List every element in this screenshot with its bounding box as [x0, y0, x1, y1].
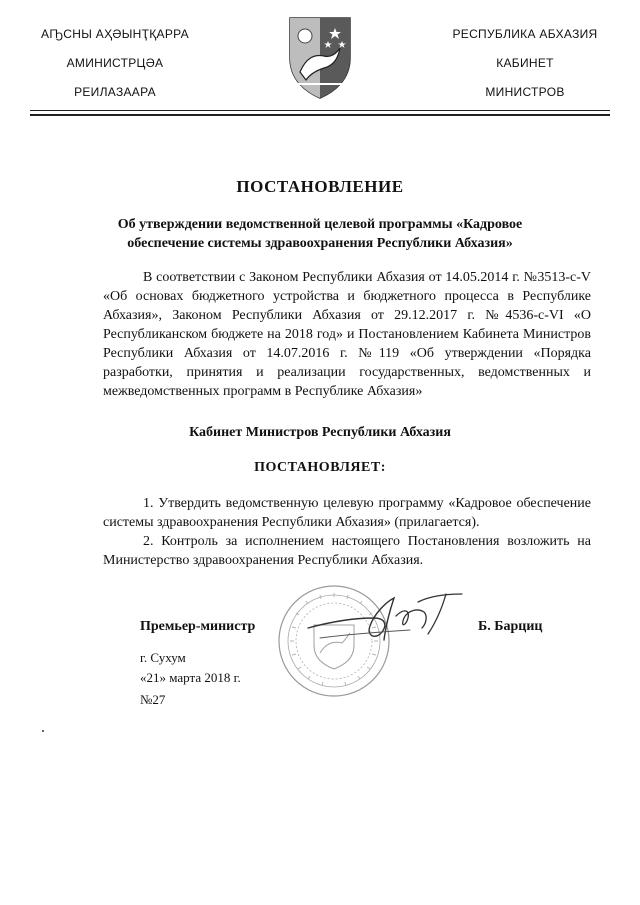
signatory-name: Б. Барциц	[478, 619, 543, 634]
issue-city: г. Сухум	[140, 650, 186, 665]
decree-item-1: 1. Утвердить ведомственную целевую программу «Кадровое обеспечение системы здравоохранения Республики Абхазия» (прилагается).	[103, 496, 591, 530]
signatory-position: Премьер-министр	[140, 619, 256, 634]
document-title: ПОСТАНОВЛЕНИЕ	[236, 177, 404, 196]
header-right-block	[425, 20, 625, 107]
header-right-line-2: КАБИНЕТ	[496, 56, 554, 70]
header-right-line-3: МИНИСТРОВ	[485, 85, 565, 99]
issuing-authority: Кабинет Министров Республики Абхазия	[189, 425, 451, 440]
coat-of-arms-icon	[284, 14, 356, 100]
document-number: №27	[140, 692, 166, 707]
header-divider-thick	[30, 114, 610, 116]
preamble-paragraph: В соответствии с Законом Республики Абхазия от 14.05.2014 г. №3513-с-V «Об основах бюджетного устройства и бюджетного процесса в Республике Абхазия», Законом Республики Абхазия от 29.12.2017 г. №4536-с-VI «О Республиканском бюджете на 2018 год» и Постановлением Кабинета Министров Республики Абхазия от 14.07.2016 г. №119 «Об утверждении «Порядка разработки, принятия и реализации государственных, ведомственных и межведомственных программ в Республике Абхазия»	[103, 270, 591, 399]
header-right-line-1: РЕСПУБЛИКА АБХАЗИЯ	[452, 27, 598, 41]
header-left-line-1: АҦСНЫ АҲӘЫНҬҚАРРА	[41, 27, 189, 41]
header-left-block	[15, 20, 215, 107]
header-left-line-2: АМИНИСТРЦӘА	[66, 56, 164, 70]
decree-word: ПОСТАНОВЛЯЕТ:	[254, 460, 386, 475]
decree-item-2: 2. Контроль за исполнением настоящего Постановления возложить на Министерство здравоохранения Республики Абхазия.	[103, 534, 591, 568]
issue-date: «21» марта 2018 г.	[140, 670, 241, 685]
handwritten-signature-icon	[300, 588, 475, 650]
document-subject: Об утверждении ведомственной целевой программы «Кадровое обеспечение системы здравоохранения Республики Абхазия»	[117, 217, 523, 251]
header-divider-thin	[30, 110, 610, 111]
scan-speck	[42, 730, 44, 732]
header-left-line-3: РЕИЛАЗААРА	[74, 85, 156, 99]
decree-items	[103, 494, 591, 570]
